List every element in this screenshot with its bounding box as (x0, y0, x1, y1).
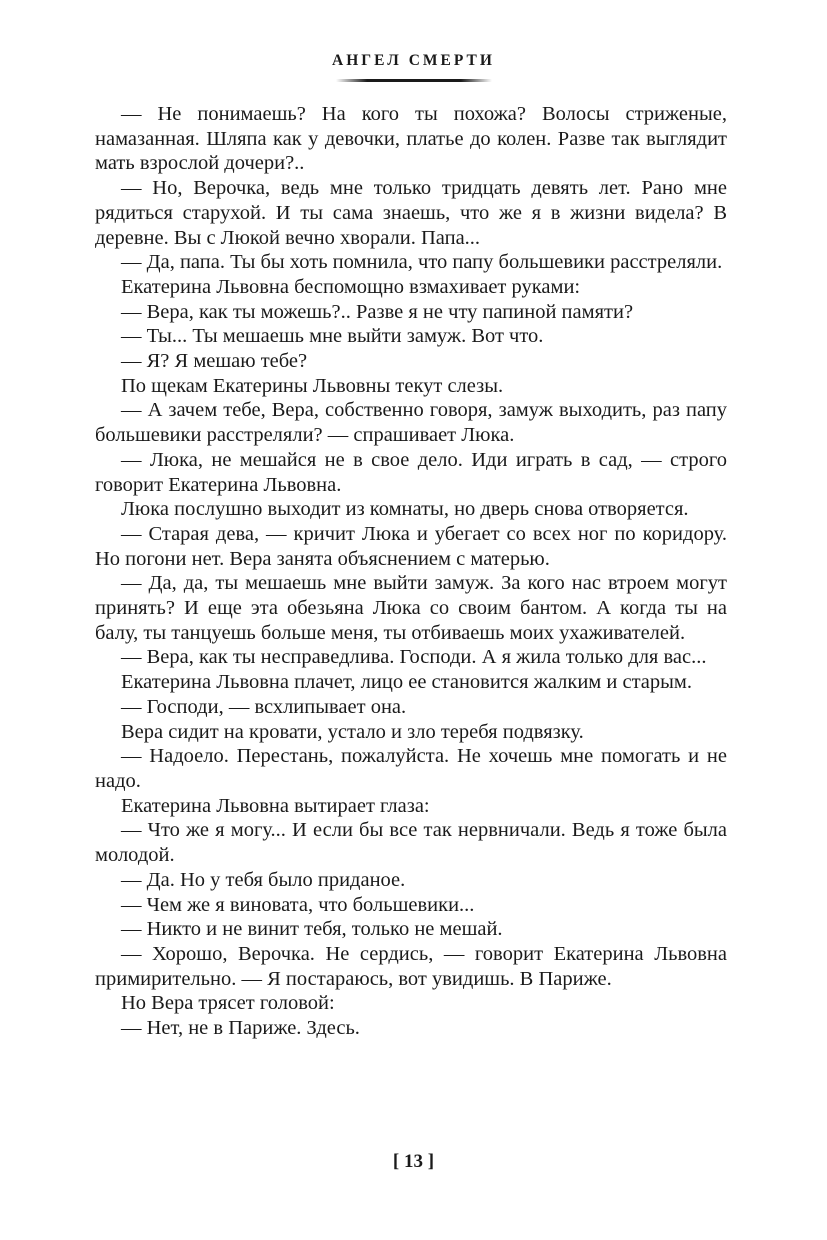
paragraph: Люка послушно выходит из комнаты, но дверь снова отворяется. (121, 498, 689, 521)
page-body (95, 102, 727, 1041)
paragraph: — Хорошо, Верочка. Не сердись, — говорит Екатерина Львовна примирительно. — Я постараюсь, вот увидишь. В Париже. (95, 942, 727, 990)
paragraph: Екатерина Львовна беспомощно взмахивает руками: (121, 275, 581, 298)
paragraph: — Не понимаешь? На кого ты похожа? Волосы стриженые, намазанная. Шляпа как у девочки, платье до колен. Разве так выглядит мать взрослой дочери?.. (95, 103, 727, 175)
paragraph: — Люка, не мешайся не в свое дело. Иди играть в сад, — строго говорит Екатерина Львовна. (95, 448, 727, 496)
paragraph: Екатерина Львовна вытирает глаза: (121, 794, 430, 817)
paragraph: — Никто и не винит тебя, только не мешай. (121, 918, 503, 941)
paragraph: — Да. Но у тебя было приданое. (121, 868, 406, 891)
paragraph: — Я? Я мешаю тебе? (121, 350, 308, 373)
paragraph: По щекам Екатерины Львовны текут слезы. (121, 374, 504, 397)
paragraph: — Надоело. Перестань, пожалуйста. Не хочешь мне помогать и не надо. (95, 745, 727, 792)
paragraph: — Чем же я виновата, что большевики... (121, 893, 475, 916)
paragraph: — Да, папа. Ты бы хоть помнила, что папу большевики расстреляли. (121, 251, 723, 274)
paragraph: Вера сидит на кровати, устало и зло теребя подвязку. (121, 720, 584, 743)
paragraph: — Что же я могу... И если бы все так нервничали. Ведь я тоже была молодой. (95, 819, 727, 867)
paragraph: — Но, Верочка, ведь мне только тридцать девять лет. Рано мне рядиться старухой. И ты сама знаешь, что же я в жизни видела? В деревне. Вы с Люкой вечно хворали. Папа... (95, 177, 727, 249)
paragraph: — Да, да, ты мешаешь мне выйти замуж. За кого нас втроем могут принять? И еще эта обезьяна Люка со своим бантом. А когда ты на балу, ты танцуешь больше меня, ты отбиваешь моих ухаживателей. (95, 572, 727, 644)
paragraph: — Вера, как ты можешь?.. Разве я не чту папиной памяти? (121, 300, 634, 323)
paragraph: — Вера, как ты несправедлива. Господи. А я жила только для вас... (121, 646, 707, 669)
paragraph: — Господи, — всхлипывает она. (121, 695, 407, 718)
running-header (0, 52, 827, 82)
paragraph: Но Вера трясет головой: (121, 992, 335, 1015)
paragraph: — А зачем тебе, Вера, собственно говоря, замуж выходить, раз папу большевики расстреляли? — спрашивает Люка. (95, 399, 727, 447)
paragraph: — Ты... Ты мешаешь мне выйти замуж. Вот что. (121, 325, 544, 348)
header-rule (336, 79, 492, 82)
paragraph: Екатерина Львовна плачет, лицо ее становится жалким и старым. (121, 671, 693, 694)
paragraph: — Старая дева, — кричит Люка и убегает со всех ног по коридору. Но погони нет. Вера занята объяснением с матерью. (95, 522, 727, 570)
paragraph: — Нет, не в Париже. Здесь. (121, 1017, 360, 1040)
page-number: [ 13 ] (392, 1151, 435, 1172)
running-title: АНГЕЛ СМЕРТИ (332, 52, 495, 69)
